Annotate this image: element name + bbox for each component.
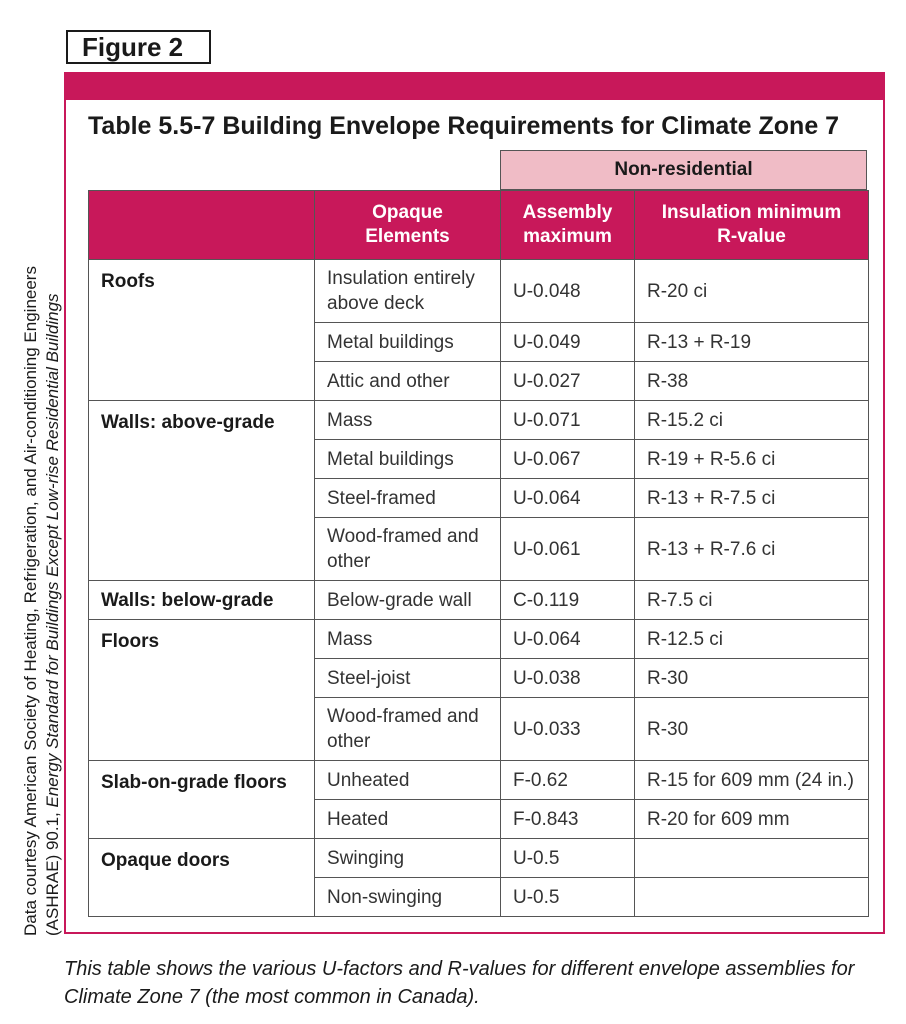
insulation-cell: R-13 + R-19: [635, 323, 869, 362]
table-row: [89, 620, 869, 659]
figure-caption: This table shows the various U-factors and R-values for different envelope assemblies for Climate Zone 7 (the most common in Canada).: [64, 958, 855, 1008]
element-cell: Wood-framed and other: [315, 698, 501, 761]
assembly-cell: U-0.067: [501, 440, 635, 479]
insulation-cell: R-38: [635, 362, 869, 401]
assembly-cell: U-0.038: [501, 659, 635, 698]
insulation-cell: R-7.5 ci: [635, 581, 869, 620]
table-row: [89, 260, 869, 323]
element-cell: Heated: [315, 800, 501, 839]
side-credit-standard-title: Energy Standard for Buildings Except Low-rise Residential Buildings: [43, 293, 62, 808]
element-cell: Unheated: [315, 761, 501, 800]
insulation-cell: R-13 + R-7.5 ci: [635, 479, 869, 518]
table-title: Table 5.5-7 Building Envelope Requirements for Climate Zone 7: [88, 112, 840, 140]
assembly-cell: U-0.033: [501, 698, 635, 761]
element-cell: Steel-joist: [315, 659, 501, 698]
element-cell: Mass: [315, 620, 501, 659]
insulation-cell: R-20 ci: [635, 260, 869, 323]
element-cell: Mass: [315, 401, 501, 440]
assembly-cell: U-0.061: [501, 518, 635, 581]
element-cell: Metal buildings: [315, 323, 501, 362]
element-cell: Wood-framed and other: [315, 518, 501, 581]
insulation-cell: [635, 839, 869, 878]
side-credit-line-2: [42, 106, 64, 936]
insulation-cell: R-15.2 ci: [635, 401, 869, 440]
table-row: [89, 581, 869, 620]
assembly-cell: F-0.62: [501, 761, 635, 800]
insulation-cell: R-13 + R-7.6 ci: [635, 518, 869, 581]
category-walls-above-grade: Walls: above-grade: [89, 401, 315, 581]
insulation-cell: [635, 878, 869, 917]
assembly-cell: U-0.071: [501, 401, 635, 440]
category-walls-below-grade: Walls: below-grade: [89, 581, 315, 620]
insulation-cell: R-20 for 609 mm: [635, 800, 869, 839]
assembly-cell: U-0.049: [501, 323, 635, 362]
figure-label: Figure 2: [66, 30, 211, 64]
header-blank: [89, 191, 315, 260]
table-row: [89, 839, 869, 878]
assembly-cell: U-0.064: [501, 620, 635, 659]
side-credit: [20, 106, 70, 936]
element-cell: Metal buildings: [315, 440, 501, 479]
header-opaque-elements: Opaque Elements: [315, 191, 501, 260]
assembly-cell: U-0.027: [501, 362, 635, 401]
assembly-cell: U-0.5: [501, 839, 635, 878]
non-residential-header: Non-residential: [500, 150, 867, 190]
envelope-requirements-table: [88, 190, 869, 917]
assembly-cell: F-0.843: [501, 800, 635, 839]
category-floors: Floors: [89, 620, 315, 761]
table-row: [89, 401, 869, 440]
insulation-cell: R-12.5 ci: [635, 620, 869, 659]
assembly-cell: U-0.064: [501, 479, 635, 518]
insulation-cell: R-30: [635, 698, 869, 761]
element-cell: Below-grade wall: [315, 581, 501, 620]
header-insulation-minimum: Insulation minimum R-value: [635, 191, 869, 260]
insulation-cell: R-19 + R-5.6 ci: [635, 440, 869, 479]
assembly-cell: C-0.119: [501, 581, 635, 620]
category-slab-on-grade-floors: Slab-on-grade floors: [89, 761, 315, 839]
category-roofs: Roofs: [89, 260, 315, 401]
header-assembly-maximum: Assembly maximum: [501, 191, 635, 260]
side-credit-line-1: Data courtesy American Society of Heating, Refrigeration, and Air-conditioning Engineers: [21, 266, 40, 936]
assembly-cell: U-0.5: [501, 878, 635, 917]
assembly-cell: U-0.048: [501, 260, 635, 323]
table-header-row: [89, 191, 869, 260]
category-opaque-doors: Opaque doors: [89, 839, 315, 917]
element-cell: Steel-framed: [315, 479, 501, 518]
table-row: [89, 761, 869, 800]
insulation-cell: R-15 for 609 mm (24 in.): [635, 761, 869, 800]
insulation-cell: R-30: [635, 659, 869, 698]
element-cell: Swinging: [315, 839, 501, 878]
element-cell: Insulation entirely above deck: [315, 260, 501, 323]
element-cell: Attic and other: [315, 362, 501, 401]
side-credit-prefix: (ASHRAE) 90.1,: [43, 807, 62, 936]
element-cell: Non-swinging: [315, 878, 501, 917]
